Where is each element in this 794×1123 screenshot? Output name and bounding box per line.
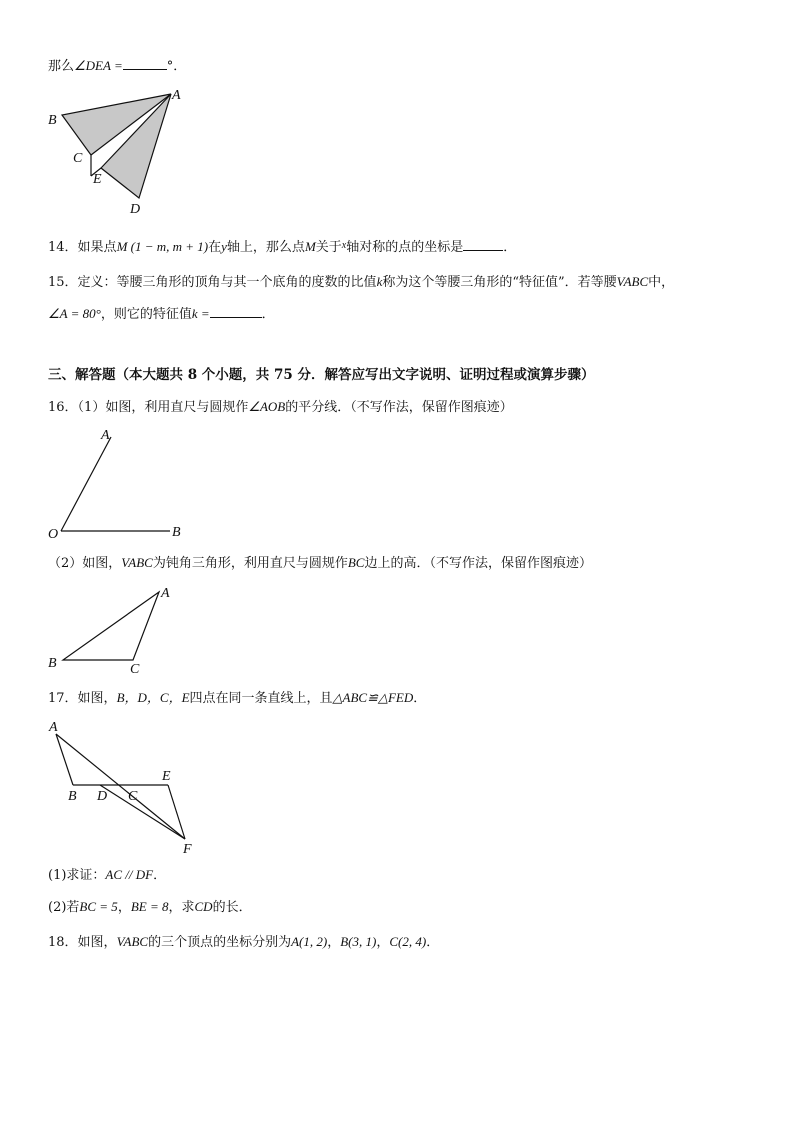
fig17-label-f: F [183, 842, 192, 857]
q13-tail-line [48, 57, 186, 76]
q17-number: 17． [48, 691, 78, 706]
q17-s1-end: ． [153, 868, 167, 883]
q13-suffix: °． [166, 59, 187, 74]
fig17-label-e: E [162, 769, 171, 784]
q17-s1-parallel: AC // DF [105, 867, 154, 882]
q18-line [48, 933, 439, 952]
fig17-segment-ef [168, 785, 185, 839]
q18-end: ． [426, 935, 440, 950]
q15-k: k [376, 274, 383, 289]
q16-p2-text-3: 边上的高．（不写作法，保留作图痕迹） [364, 556, 592, 571]
q15-end: ． [261, 307, 275, 322]
q17-s2-be: BE = 8 [130, 899, 169, 914]
q14-line [48, 237, 516, 257]
q16-p1-text-1: （1）如图，利用直尺与圆规作 [77, 400, 249, 415]
q14-text-3: 轴上，那么点 [226, 240, 305, 255]
q16-p2-text-2: 为钝角三角形，利用直尺与圆规作 [152, 556, 348, 571]
q15-text-2: 称为这个等腰三角形的“特征值”．若等腰 [382, 275, 617, 290]
q13-answer-blank[interactable] [123, 57, 167, 70]
q14-text-1: 如果点 [77, 240, 117, 255]
q16-part1-line [48, 398, 513, 417]
q18-point-a: A(1, 2) [291, 934, 328, 949]
q14-text-4: 关于 [315, 240, 342, 255]
q16-p2-text-1: （2）如图， [48, 556, 122, 571]
q13-angle: ∠DEA = [74, 58, 123, 73]
q15-line-2 [48, 305, 275, 324]
q18-sep-1: ， [327, 935, 341, 950]
fig17-label-d: D [97, 789, 108, 804]
q18-triangle: VABC [116, 934, 149, 949]
fig17-label-c: C [128, 789, 138, 804]
q15-angle-a: ∠A = 80° [48, 306, 101, 321]
fig13-label-d: D [130, 202, 141, 217]
q16-figure-angle [44, 424, 194, 544]
q15-text-1: 定义：等腰三角形的顶角与其一个底角的度数的比值 [77, 275, 377, 290]
q14-number: 14． [48, 240, 78, 255]
q16-p2-bc: BC [347, 555, 365, 570]
q17-s2-text-2: ，求 [168, 900, 195, 915]
q15-k-eq: k = [191, 306, 210, 321]
q18-text-2: 的三个顶点的坐标分别为 [148, 935, 292, 950]
q15-line-1 [48, 273, 674, 292]
q17-figure [40, 714, 205, 859]
fig16b-label-b: B [48, 656, 57, 671]
q16-number: 16． [48, 400, 78, 415]
q17-subquestion-2 [48, 898, 252, 917]
q14-end: ． [503, 240, 517, 255]
q16-angle-aob: ∠AOB [248, 399, 286, 414]
q17-subquestion-1 [48, 866, 166, 885]
fig16b-label-a: A [161, 586, 170, 601]
fig16b-triangle [63, 592, 159, 660]
q16-p1-text-2: 的平分线．（不写作法，保留作图痕迹） [285, 400, 513, 415]
q14-answer-blank[interactable] [463, 238, 503, 251]
q14-text-5: 轴对称的点的坐标是 [346, 240, 464, 255]
q17-points: B，D，C，E [116, 690, 190, 705]
fig13-label-b: B [48, 113, 57, 128]
fig16a-ray-oa [61, 437, 111, 531]
q15-answer-blank[interactable] [210, 305, 262, 318]
q17-end: ． [413, 691, 427, 706]
q17-s2-text-1: (2)若 [48, 900, 80, 915]
q15-text-3: 中， [648, 275, 675, 290]
fig16b-label-c: C [130, 662, 140, 677]
q14-text-2: 在 [208, 240, 222, 255]
q17-line [48, 689, 426, 708]
fig16a-label-b: B [172, 525, 181, 540]
section-3-heading: 三、解答题（本大题共 8 个小题，共 75 分．解答应写出文字说明、证明过程或演算步骤） [48, 367, 595, 383]
q17-s1-text: (1)求证： [48, 868, 106, 883]
q18-point-b: B(3, 1) [340, 934, 377, 949]
fig17-label-b: B [68, 789, 77, 804]
q17-s2-bc: BC = 5 [79, 899, 118, 914]
fig16a-label-o: O [48, 527, 59, 542]
q18-text-1: 如图， [77, 935, 117, 950]
q17-s2-text-3: 的长． [212, 900, 252, 915]
q16-part2-line [48, 554, 592, 573]
q16-figure-triangle [44, 582, 194, 677]
fig13-label-e: E [93, 172, 102, 187]
q15-number: 15． [48, 275, 78, 290]
fig17-segment-af [56, 734, 185, 839]
q15-text-4: ，则它的特征值 [100, 307, 192, 322]
q14-y-axis: y [221, 239, 227, 254]
q18-point-c: C(2, 4) [389, 934, 427, 949]
q18-sep-2: ， [376, 935, 390, 950]
q17-text-2: 四点在同一条直线上，且 [189, 691, 333, 706]
fig17-label-a: A [49, 720, 58, 735]
fig17-segment-df [100, 785, 185, 839]
q14-m: M [304, 239, 316, 254]
q17-text-1: 如图， [77, 691, 117, 706]
q17-congruence: △ABC≌△FED [332, 690, 414, 705]
q13-figure [40, 84, 190, 219]
q17-s2-cd: CD [194, 899, 213, 914]
q13-prefix: 那么 [48, 59, 75, 74]
fig13-label-a: A [172, 88, 181, 103]
q18-number: 18． [48, 935, 78, 950]
q15-triangle: VABC [616, 274, 649, 289]
fig13-label-c: C [73, 151, 83, 166]
q16-p2-triangle: VABC [121, 555, 153, 570]
fig16a-label-a: A [101, 428, 110, 443]
q14-x-axis: x [341, 240, 347, 251]
q14-point-m: M (1 − m, m + 1) [116, 239, 209, 254]
q17-s2-sep: ， [117, 900, 131, 915]
